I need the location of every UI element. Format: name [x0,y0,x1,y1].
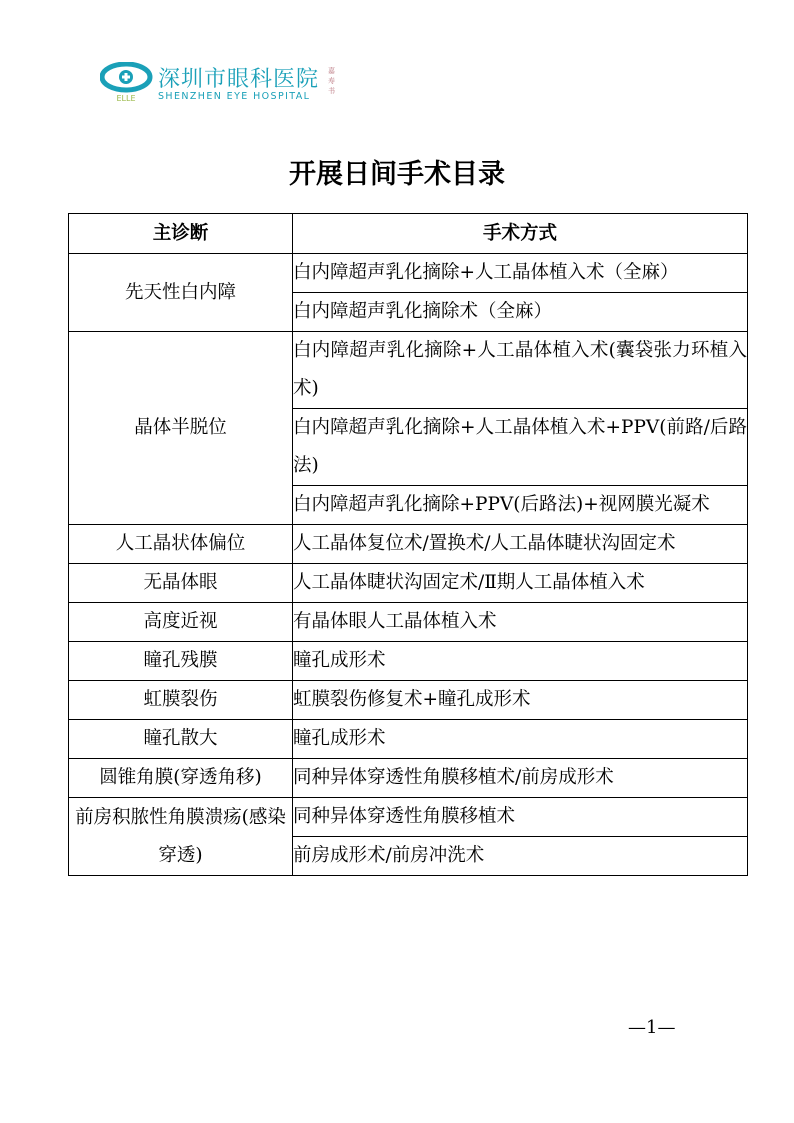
diagnosis-cell: 瞳孔残膜 [69,642,293,681]
diagnosis-cell: 虹膜裂伤 [69,681,293,720]
hospital-logo [100,62,340,108]
header-diagnosis: 主诊断 [69,214,293,254]
table-row [69,564,748,603]
table-header-row [69,214,748,254]
procedure-cell: 白内障超声乳化摘除术（全麻） [293,293,748,332]
procedure-cell: 人工晶体睫状沟固定术/Ⅱ期人工晶体植入术 [293,564,748,603]
table-row [69,681,748,720]
diagnosis-cell: 无晶体眼 [69,564,293,603]
procedure-cell: 同种异体穿透性角膜移植术 [293,798,748,837]
procedure-cell: 前房成形术/前房冲洗术 [293,837,748,876]
eye-logo-icon [100,62,156,102]
table-row [69,798,748,837]
diagnosis-cell: 圆锥角膜(穿透角移) [69,759,293,798]
procedure-cell: 白内障超声乳化摘除+PPV(后路法)+视网膜光凝术 [293,486,748,525]
table-row [69,254,748,293]
procedure-cell: 有晶体眼人工晶体植入术 [293,603,748,642]
diagnosis-cell: 高度近视 [69,603,293,642]
procedure-cell: 白内障超声乳化摘除+人工晶体植入术（全麻） [293,254,748,293]
table-row [69,525,748,564]
table-row [69,642,748,681]
procedure-cell: 同种异体穿透性角膜移植术/前房成形术 [293,759,748,798]
logo-calligraphy: 嘉寿书 [328,67,335,95]
diagnosis-cell: 瞳孔散大 [69,720,293,759]
procedure-cell: 白内障超声乳化摘除+人工晶体植入术+PPV(前路/后路法) [293,409,748,486]
page-title: 开展日间手术目录 [289,159,505,190]
logo-mark-text: ELLE [116,94,136,102]
procedure-cell: 人工晶体复位术/置换术/人工晶体睫状沟固定术 [293,525,748,564]
table-row [69,759,748,798]
table-row [69,603,748,642]
header-procedure: 手术方式 [293,214,748,254]
procedure-cell: 虹膜裂伤修复术+瞳孔成形术 [293,681,748,720]
procedure-cell: 白内障超声乳化摘除+人工晶体植入术(囊袋张力环植入术) [293,332,748,409]
diagnosis-cell: 先天性白内障 [69,254,293,332]
hospital-name-cn: 深圳市眼科医院 [158,67,320,92]
surgery-table [68,213,748,876]
table-body [69,254,748,876]
diagnosis-cell: 人工晶状体偏位 [69,525,293,564]
diagnosis-cell: 晶体半脱位 [69,332,293,525]
hospital-name-en: SHENZHEN EYE HOSPITAL [158,91,311,102]
table-row [69,332,748,409]
procedure-cell: 瞳孔成形术 [293,720,748,759]
procedure-cell: 瞳孔成形术 [293,642,748,681]
diagnosis-cell: 前房积脓性角膜溃疡(感染穿透) [69,798,293,876]
table-row [69,720,748,759]
page-number: —1— [628,1017,676,1038]
